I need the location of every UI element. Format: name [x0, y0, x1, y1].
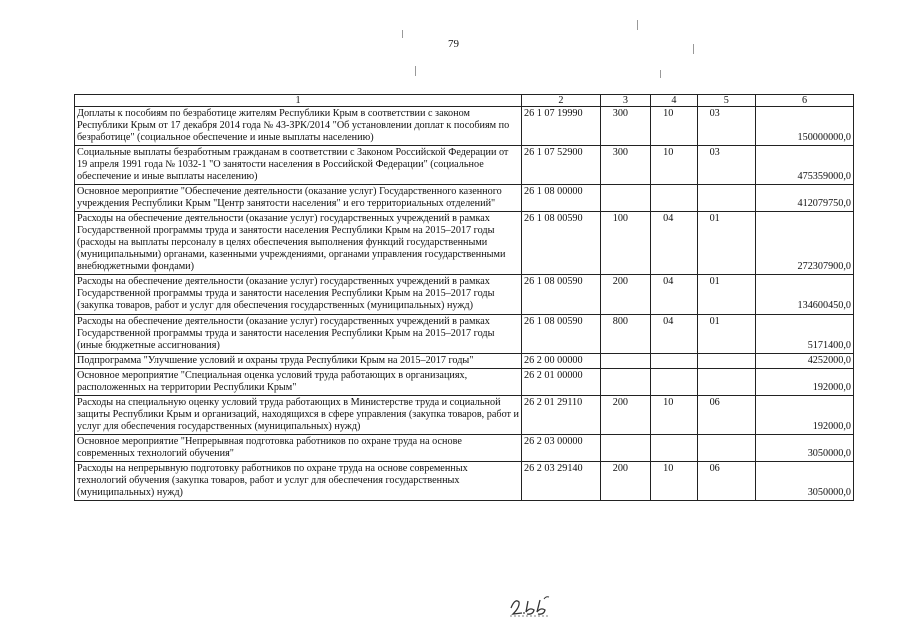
row-section-cell: [651, 353, 697, 368]
row-subsection-cell: 03: [697, 107, 756, 146]
row-code-cell: 26 2 03 29140: [522, 461, 601, 500]
row-name-cell: Социальные выплаты безработным гражданам в соответствии с Законом Российской Федерации от 19 апреля 1991 года № 1032-1 "О занятости населения в Российской Федерации" (социальное обеспечение и иные выплаты населению): [75, 146, 522, 185]
row-name-cell: Основное мероприятие "Обеспечение деятельности (оказание услуг) Государственного казенного учреждения Республики Крым "Центр занятости населения" и его территориальных отделений": [75, 185, 522, 212]
row-amount-cell: 4252000,0: [756, 353, 854, 368]
row-code-cell: 26 1 08 00000: [522, 185, 601, 212]
row-name-cell: Расходы на обеспечение деятельности (оказание услуг) государственных учреждений в рамках Государственной программы труда и занятости населения Республики Крым на 2015–2017 годы (закупка товаров, работ и услуг для обеспечения государственных (муниципальных) нужд): [75, 275, 522, 314]
row-amount-cell: 412079750,0: [756, 185, 854, 212]
row-name-cell: Доплаты к пособиям по безработице жителям Республики Крым в соответствии с законом Республики Крым от 17 декабря 2014 года № 43-ЗРК/2014 "Об установлении доплат к пособиям по безработице" (социальное обеспечение и иные выплаты населению): [75, 107, 522, 146]
row-subsection-cell: 06: [697, 461, 756, 500]
row-code-cell: 26 2 03 00000: [522, 434, 601, 461]
row-expense-type-cell: 200: [600, 395, 650, 434]
row-amount-cell: 3050000,0: [756, 434, 854, 461]
row-amount-cell: 134600450,0: [756, 275, 854, 314]
row-code-cell: 26 1 08 00590: [522, 314, 601, 353]
header-cell: 3: [600, 95, 650, 107]
row-amount-cell: 192000,0: [756, 368, 854, 395]
header-cell: 6: [756, 95, 854, 107]
row-name-cell: Расходы на обеспечение деятельности (оказание услуг) государственных учреждений в рамках Государственной программы труда и занятости населения Республики Крым на 2015–2017 годы (расходы на выплаты персоналу в целях обеспечения выполнения функций государственными (муниципальными) органами, казенными учреждениями, органами управления государственными внебюджетными фондами): [75, 212, 522, 275]
row-expense-type-cell: 200: [600, 461, 650, 500]
table-row: [75, 314, 854, 353]
row-amount-cell: 3050000,0: [756, 461, 854, 500]
row-code-cell: 26 2 01 00000: [522, 368, 601, 395]
page-number: 79: [448, 38, 459, 50]
row-expense-type-cell: 200: [600, 275, 650, 314]
table-row: [75, 185, 854, 212]
row-code-cell: 26 1 08 00590: [522, 212, 601, 275]
row-amount-cell: 475359000,0: [756, 146, 854, 185]
header-cell: 4: [651, 95, 697, 107]
row-expense-type-cell: [600, 185, 650, 212]
row-expense-type-cell: 100: [600, 212, 650, 275]
row-subsection-cell: [697, 185, 756, 212]
row-code-cell: 26 1 07 52900: [522, 146, 601, 185]
row-name-cell: Основное мероприятие "Непрерывная подготовка работников по охране труда на основе современных технологий обучения": [75, 434, 522, 461]
table-row: [75, 353, 854, 368]
row-subsection-cell: 03: [697, 146, 756, 185]
table-row: [75, 107, 854, 146]
handwritten-signature: [508, 590, 552, 618]
row-section-cell: 10: [651, 107, 697, 146]
row-section-cell: 04: [651, 212, 697, 275]
header-cell: 5: [697, 95, 756, 107]
scan-mark: [415, 66, 416, 76]
table-row: [75, 212, 854, 275]
row-section-cell: 10: [651, 461, 697, 500]
table-row: [75, 275, 854, 314]
row-section-cell: 10: [651, 395, 697, 434]
row-expense-type-cell: [600, 368, 650, 395]
row-section-cell: [651, 185, 697, 212]
row-subsection-cell: 01: [697, 275, 756, 314]
row-code-cell: 26 2 00 00000: [522, 353, 601, 368]
row-subsection-cell: 01: [697, 212, 756, 275]
row-amount-cell: 5171400,0: [756, 314, 854, 353]
row-subsection-cell: 06: [697, 395, 756, 434]
row-name-cell: Расходы на специальную оценку условий труда работающих в Министерстве труда и социальной защиты Республики Крым и организаций, находящихся в сфере управления (закупка товаров, работ и услуг для обеспечения государственных (муниципальных) нужд): [75, 395, 522, 434]
row-amount-cell: 192000,0: [756, 395, 854, 434]
row-amount-cell: 272307900,0: [756, 212, 854, 275]
header-cell: 2: [522, 95, 601, 107]
row-expense-type-cell: [600, 353, 650, 368]
table-row: [75, 395, 854, 434]
row-section-cell: [651, 368, 697, 395]
row-code-cell: 26 1 07 19990: [522, 107, 601, 146]
row-name-cell: Расходы на непрерывную подготовку работников по охране труда на основе современных технологий обучения (закупка товаров, работ и услуг для обеспечения государственных (муниципальных) нужд): [75, 461, 522, 500]
scan-mark: [402, 30, 403, 38]
row-section-cell: 10: [651, 146, 697, 185]
table-row: [75, 434, 854, 461]
budget-table: [74, 94, 854, 501]
row-expense-type-cell: 300: [600, 107, 650, 146]
scan-mark: [637, 20, 638, 30]
row-code-cell: 26 2 01 29110: [522, 395, 601, 434]
row-subsection-cell: [697, 368, 756, 395]
row-expense-type-cell: 800: [600, 314, 650, 353]
header-cell: 1: [75, 95, 522, 107]
row-expense-type-cell: [600, 434, 650, 461]
header-row: [75, 95, 854, 107]
row-code-cell: 26 1 08 00590: [522, 275, 601, 314]
row-section-cell: [651, 434, 697, 461]
row-subsection-cell: [697, 434, 756, 461]
row-section-cell: 04: [651, 314, 697, 353]
row-section-cell: 04: [651, 275, 697, 314]
row-subsection-cell: [697, 353, 756, 368]
table-row: [75, 368, 854, 395]
table-row: [75, 461, 854, 500]
table-row: [75, 146, 854, 185]
scan-mark: [693, 44, 694, 54]
scan-mark: [660, 70, 661, 78]
row-expense-type-cell: 300: [600, 146, 650, 185]
row-name-cell: Основное мероприятие "Специальная оценка условий труда работающих в организациях, расположенных на территории Республики Крым": [75, 368, 522, 395]
row-amount-cell: 150000000,0: [756, 107, 854, 146]
row-name-cell: Подпрограмма "Улучшение условий и охраны труда Республики Крым на 2015–2017 годы": [75, 353, 522, 368]
row-subsection-cell: 01: [697, 314, 756, 353]
row-name-cell: Расходы на обеспечение деятельности (оказание услуг) государственных учреждений в рамках Государственной программы труда и занятости населения Республики Крым на 2015–2017 годы (иные бюджетные ассигнования): [75, 314, 522, 353]
